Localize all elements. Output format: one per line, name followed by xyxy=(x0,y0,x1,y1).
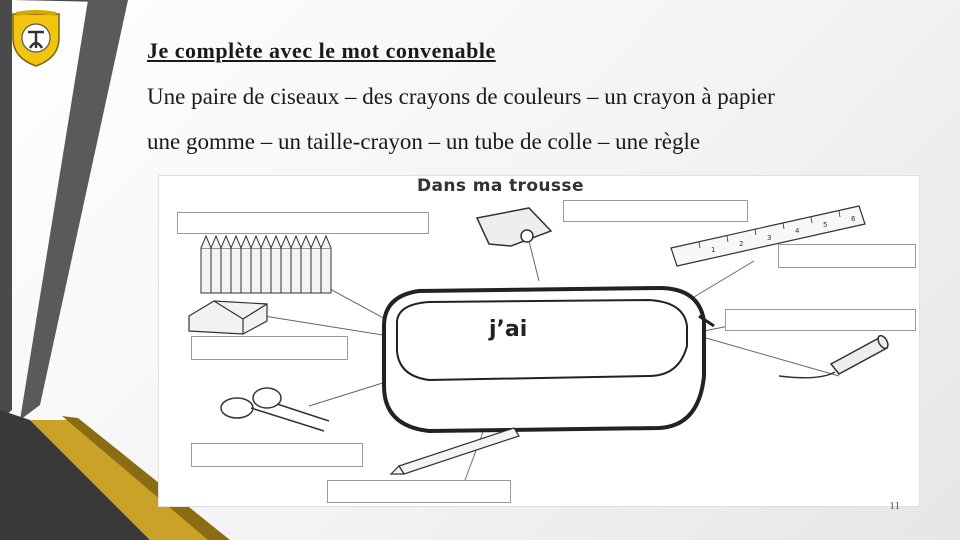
scissors-drawing xyxy=(221,388,329,431)
ruler-digit: 3 xyxy=(767,234,772,242)
eraser-drawing xyxy=(189,301,267,334)
worksheet-title: Dans ma trousse xyxy=(417,176,584,196)
answer-box[interactable] xyxy=(563,200,748,222)
page-number: 11 xyxy=(889,500,900,512)
answer-box[interactable] xyxy=(327,480,511,503)
pencil-case-drawing xyxy=(384,288,714,431)
case-label: j’ai xyxy=(489,317,528,342)
exercise-heading: Je complète avec le mot convenable xyxy=(147,38,496,63)
ruler-digit: 1 xyxy=(711,246,716,254)
word-bank-line-2: une gomme – un taille-crayon – un tube de colle – une règle xyxy=(147,129,701,154)
answer-box[interactable] xyxy=(191,336,348,360)
ruler-digit: 4 xyxy=(795,227,800,235)
glue-tube-drawing xyxy=(779,334,890,378)
instruction-block xyxy=(147,38,937,164)
school-crest-logo xyxy=(10,8,62,68)
pencil-drawing xyxy=(391,428,519,474)
word-bank-line-1: Une paire de ciseaux – des crayons de couleurs – un crayon à papier xyxy=(147,84,775,109)
coloured-pencils-drawing xyxy=(201,236,331,293)
answer-box[interactable] xyxy=(191,443,363,467)
answer-box[interactable] xyxy=(778,244,916,268)
answer-box[interactable] xyxy=(725,309,916,331)
ruler-digit: 2 xyxy=(739,240,744,248)
ruler-digit: 6 xyxy=(851,215,856,223)
ruler-digit: 5 xyxy=(823,221,828,229)
pencil-case-worksheet xyxy=(158,175,920,507)
sharpener-drawing xyxy=(477,208,551,246)
answer-box[interactable] xyxy=(177,212,429,234)
